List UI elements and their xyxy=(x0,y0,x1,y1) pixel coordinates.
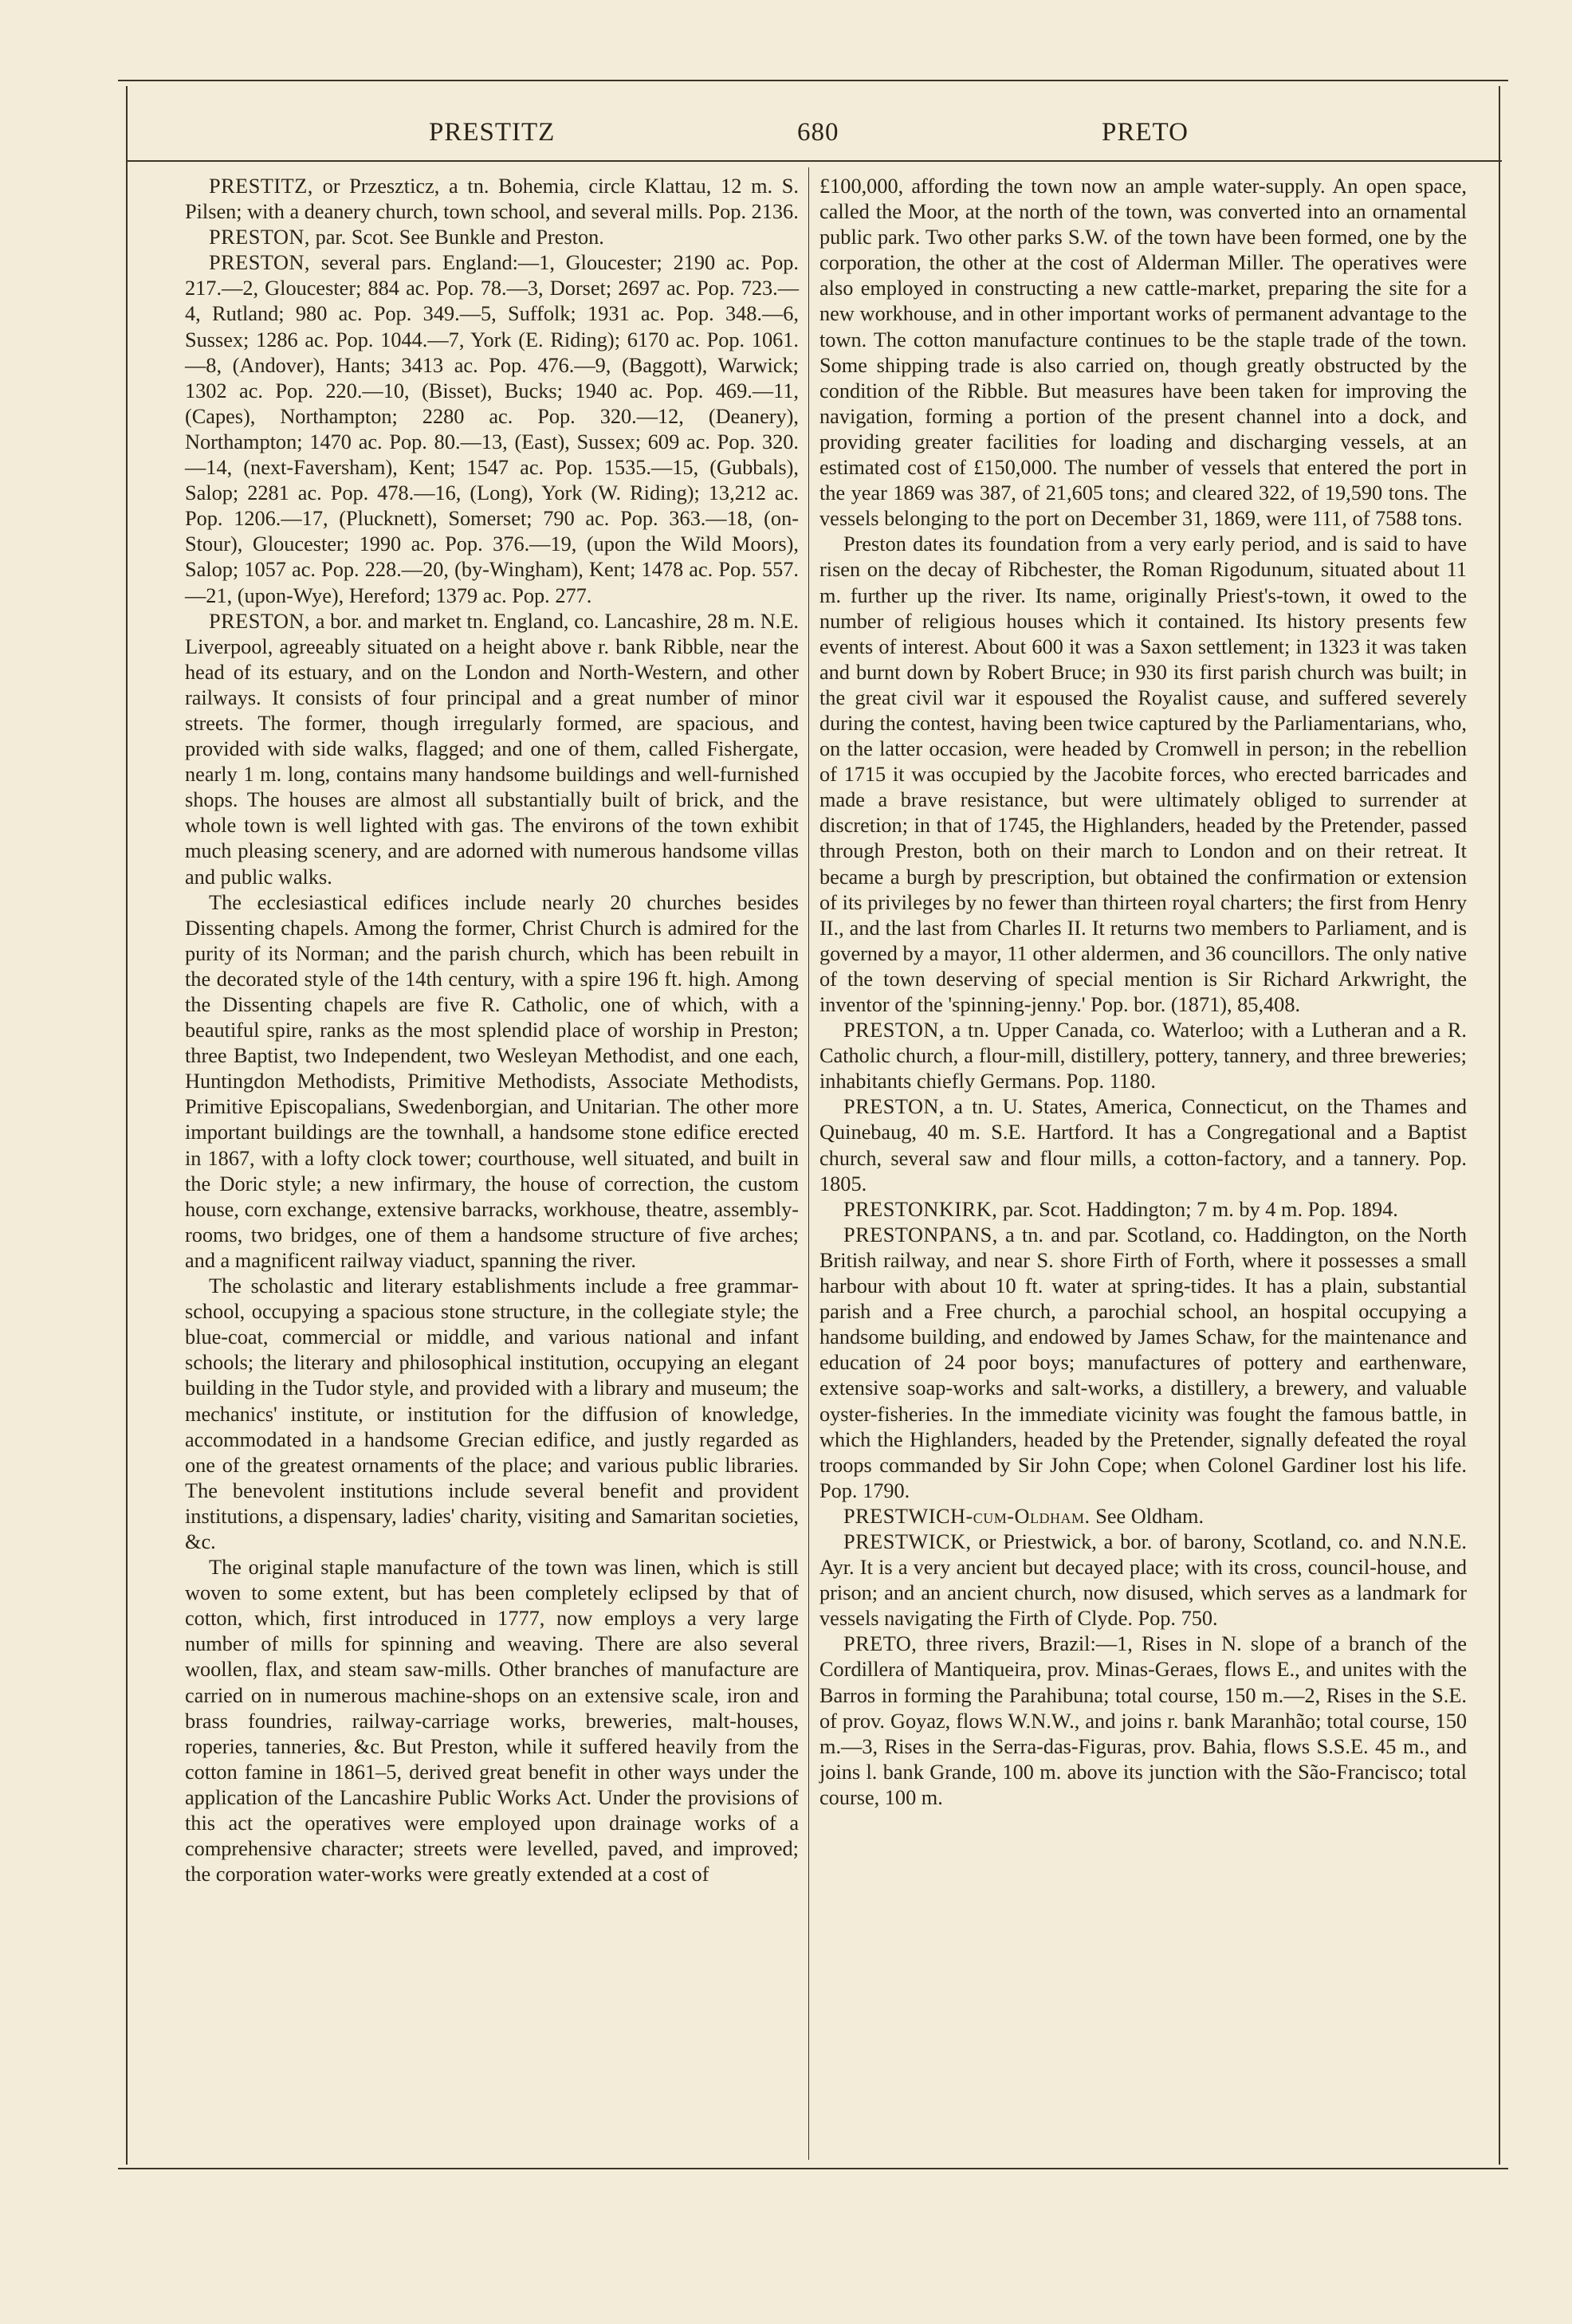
headword: PRESTON, xyxy=(843,1019,945,1042)
entry-text: Preston dates its foundation from a very early period, and is said to have risen on the decay of Ribchester, the Roman Rigodunum, situated about 11 m. further up the river. Its name, originally Priest's-town, it owed to the number of religious houses which it contained. Its history presents few events of interest. About 600 it was a Saxon settlement; in 1323 it was taken and burnt down by Robert Bruce; in 930 its first parish church was built; in the great civil war it espoused the Royalist cause, and suffered severely during the contest, having been twice captured by the Parliamentarians, who, on the latter occasion, were headed by Cromwell in person; in the rebellion of 1715 it was occupied by the Jacobite forces, who erected barricades and made a brave resistance, but were ultimately obliged to surrender at discretion; in that of 1745, the Highlanders, headed by the Pretender, passed through Preston, both on their march to London and on their retreat. It became a burgh by prescription, but obtained the confirmation or extension of its privileges by no fewer than thirteen royal charters; the first from Henry II., and the last from Charles II. It returns two members to Parliament, and is governed by a mayor, 11 other aldermen, and 36 councillors. The only native of the town deserving of special mention is Sir Richard Arkwright, the inventor of the 'spinning-jenny.' Pop. bor. (1871), 85,408. xyxy=(819,532,1467,1016)
headword: PRESTON, xyxy=(209,251,310,275)
page-number: 680 xyxy=(797,118,839,147)
entry-text: par. Scot. Haddington; 7 m. by 4 m. Pop. 1894. xyxy=(997,1197,1398,1221)
headword: PRESTONPANS, xyxy=(843,1223,998,1246)
entry-text: par. Scot. See Bunkle and Preston. xyxy=(310,226,604,249)
page-header xyxy=(128,110,1515,158)
frame-bottom-rule xyxy=(118,2168,1508,2169)
entry xyxy=(819,1631,1467,1811)
entry-text: a bor. and market tn. England, co. Lancashire, 28 m. N.E. Liverpool, agreeably situated on a height above r. bank Ribble, near the head of its estuary, and on the London and North-Western, and other railways. It consists of four principal and a great number of minor streets. The former, though irregularly formed, are spacious, and provided with side walks, flagged; and one of them, called Fishergate, nearly 1 m. long, contains many handsome buildings and well-furnished shops. The houses are almost all substantially built of brick, and the whole town is well lighted with gas. The environs of the town exhibit much pleasing scenery, and are adorned with numerous handsome villas and public walks. xyxy=(185,609,799,889)
header-divider-rule xyxy=(126,160,1502,162)
entry-text: £100,000, affording the town now an ample water-supply. An open space, called the Moor, at the north of the town, was converted into an ornamental public park. Two other parks S.W. of the town have been formed, one by the corporation, the other at the cost of Alderman Miller. The operatives were also employed in constructing a new cattle-market, preparing the site for a new workhouse, and in other important works of permanent advantage to the town. The cotton manufacture continues to be the staple trade of the town. Some shipping trade is also carried on, though greatly obstructed by the condition of the Ribble. But measures have been taken for improving the navigation, forming a portion of the present channel into a dock, and providing greater facilities for loading and discharging vessels, at an estimated cost of £150,000. The number of vessels that entered the port in the year 1869 was 387, of 21,605 tons; and cleared 322, of 19,590 tons. The vessels belonging to the port on December 31, 1869, were 111, of 7588 tons. xyxy=(819,175,1467,531)
entry xyxy=(185,609,799,890)
entry-text: See Oldham. xyxy=(1090,1504,1205,1528)
headword: PRESTON, xyxy=(209,609,310,633)
frame-left-rule xyxy=(126,86,128,2165)
frame-top-rule xyxy=(118,80,1508,81)
entry-text: a tn. U. States, America, Connecticut, on the Thames and Quinebaug, 40 m. S.E. Hartford. It has a Congregational and a Baptist church, several saw and flour mills, a cotton-factory, and a tannery. Pop. 1805. xyxy=(819,1095,1467,1195)
entry-text: or Priestwick, a bor. of barony, Scotland, co. and N.N.E. Ayr. It is a very ancient but decayed place; with its cross, council-house, and prison; and an ancient church, now disused, which serves as a landmark for vessels navigating the Firth of Clyde. Pop. 750. xyxy=(819,1529,1467,1631)
entry xyxy=(819,1223,1467,1504)
paragraph xyxy=(185,1274,799,1555)
entry xyxy=(819,1197,1467,1223)
entry xyxy=(185,225,799,250)
entry-text: The original staple manufacture of the town was linen, which is still woven to some extent, but has been completely eclipsed by that of cotton, which, first introduced in 1777, now employs a very large number of mills for spinning and weaving. There are also several woollen, flax, and steam saw-mills. Other branches of manufacture are carried on in numerous machine-shops on an extensive scale, iron and brass foundries, railway-carriage works, breweries, malt-houses, roperies, tanneries, &c. But Preston, while it suffered heavily from the cotton famine in 1861–5, derived great benefit in other ways under the application of the Lancashire Public Works Act. Under the provisions of this act the operatives were employed upon drainage works of a comprehensive character; streets were levelled, paved, and improved; the corporation water-works were greatly extended at a cost of xyxy=(185,1556,799,1886)
headword: PRESTWICH-cum-Oldham. xyxy=(843,1504,1091,1528)
left-column xyxy=(185,174,799,1887)
running-head-right: PRETO xyxy=(1102,118,1189,147)
entry-text: a tn. and par. Scotland, co. Haddington, on the North British railway, and near S. shore Firth of Forth, where it possesses a small harbour with about 10 ft. water at spring-tides. It has a plain, substantial parish and a Free church, a parochial school, an hospital occupying a handsome building, and endowed by James Schaw, for the maintenance and education of 24 poor boys; manufactures of pottery and earthenware, extensive soap-works and salt-works, a distillery, a brewery, and valuable oyster-fisheries. In the immediate vicinity was fought the famous battle, in which the Highlanders, headed by the Pretender, signally defeated the royal troops commanded by Sir John Cope; when Colonel Gardiner lost his life. Pop. 1790. xyxy=(819,1223,1467,1502)
entry xyxy=(819,1094,1467,1196)
right-column xyxy=(819,174,1467,1811)
running-head-left: PRESTITZ xyxy=(429,118,556,147)
headword: PRESTITZ, xyxy=(209,175,313,198)
entry xyxy=(819,1529,1467,1631)
column-divider-rule xyxy=(808,167,809,2160)
paragraph xyxy=(185,1555,799,1887)
entry-text: three rivers, Brazil:—1, Rises in N. slope of a branch of the Cordillera of Mantiqueira, prov. Minas-Geraes, flows E., and unites with the Barros in forming the Parahibuna; total course, 150 m.—2, Rises in the S.E. of prov. Goyaz, flows W.N.W., and joins r. bank Maranhão; total course, 150 m.—3, Rises in the Serra-das-Figuras, prov. Bahia, flows S.S.E. 45 m., and joins l. bank Grande, 100 m. above its junction with the São-Francisco; total course, 100 m. xyxy=(819,1632,1467,1809)
entry xyxy=(185,174,799,225)
entry-text: The ecclesiastical edifices include nearly 20 churches besides Dissenting chapels. Among the former, Christ Church is admired for the purity of its Norman; and the parish church, which has been rebuilt in the decorated style of the 14th century, with a spire 196 ft. high. Among the Dissenting chapels are five R. Catholic, one of which, with a beautiful spire, ranks as the most splendid place of worship in Preston; three Baptist, two Independent, two Wesleyan Methodist, and one each, Huntingdon Methodists, Primitive Methodists, Associate Methodists, Primitive Episcopalians, Swedenborgian, and Unitarian. The other more important buildings are the townhall, a handsome stone edifice erected in 1867, with a lofty clock tower; courthouse, well situated, and built in the Doric style; a new infirmary, the house of correction, the custom house, corn exchange, extensive barracks, workhouse, theatre, assembly-rooms, two bridges, one of them a handsome structure of five arches; and a magnificent railway viaduct, spanning the river. xyxy=(185,890,799,1272)
headword: PRESTON, xyxy=(209,226,310,249)
headword: PRESTONKIRK, xyxy=(843,1197,998,1221)
entry-text: The scholastic and literary establishments include a free grammar-school, occupying a spacious stone structure, in the collegiate style; the blue-coat, commercial or middle, and various national and infant schools; the literary and philosophical institution, occupying an elegant building in the Tudor style, and provided with a library and museum; the mechanics' institute, or institution for the diffusion of knowledge, accommodated in a handsome Grecian edifice, and justly regarded as one of the greatest ornaments of the place; and various public libraries. The benevolent institutions include several benefit and provident institutions, a dispensary, ladies' charity, visiting and Samaritan societies, &c. xyxy=(185,1274,799,1553)
paragraph-continued xyxy=(819,174,1467,532)
headword: PRETO, xyxy=(843,1632,918,1656)
headword: PRESTON, xyxy=(843,1095,945,1119)
entry xyxy=(819,1504,1467,1529)
paragraph xyxy=(819,532,1467,1018)
paragraph xyxy=(185,890,799,1274)
entry xyxy=(185,250,799,608)
entry-text: several pars. England:—1, Gloucester; 2190 ac. Pop. 217.—2, Gloucester; 884 ac. Pop. 78.—3, Dorset; 2697 ac. Pop. 723.—4, Rutland; 980 ac. Pop. 349.—5, Suffolk; 1931 ac. Pop. 348.—6, Sussex; 1286 ac. Pop. 1044.—7, York (E. Riding); 6170 ac. Pop. 1061.—8, (Andover), Hants; 3413 ac. Pop. 476.—9, (Baggott), Warwick; 1302 ac. Pop. 220.—10, (Bisset), Bucks; 1940 ac. Pop. 469.—11, (Capes), Northampton; 2280 ac. Pop. 320.—12, (Deanery), Northampton; 1470 ac. Pop. 80.—13, (East), Sussex; 609 ac. Pop. 320.—14, (next-Faversham), Kent; 1547 ac. Pop. 1535.—15, (Gubbals), Salop; 2281 ac. Pop. 478.—16, (Long), York (W. Riding); 13,212 ac. Pop. 1206.—17, (Plucknett), Somerset; 790 ac. Pop. 363.—18, (on-Stour), Gloucester; 1990 ac. Pop. 376.—19, (upon the Wild Moors), Salop; 1057 ac. Pop. 228.—20, (by-Wingham), Kent; 1478 ac. Pop. 557.—21, (upon-Wye), Hereford; 1379 ac. Pop. 277. xyxy=(185,251,799,607)
entry-text: or Przeszticz, a tn. Bohemia, circle Klattau, 12 m. S. Pilsen; with a deanery church, town school, and several mills. Pop. 2136. xyxy=(185,175,799,224)
entry xyxy=(819,1018,1467,1094)
entry-text: a tn. Upper Canada, co. Waterloo; with a Lutheran and a R. Catholic church, a flour-mill, distillery, pottery, tannery, and three breweries; inhabitants chiefly Germans. Pop. 1180. xyxy=(819,1019,1467,1093)
frame-right-rule xyxy=(1499,86,1500,2165)
headword: PRESTWICK, xyxy=(843,1529,972,1553)
